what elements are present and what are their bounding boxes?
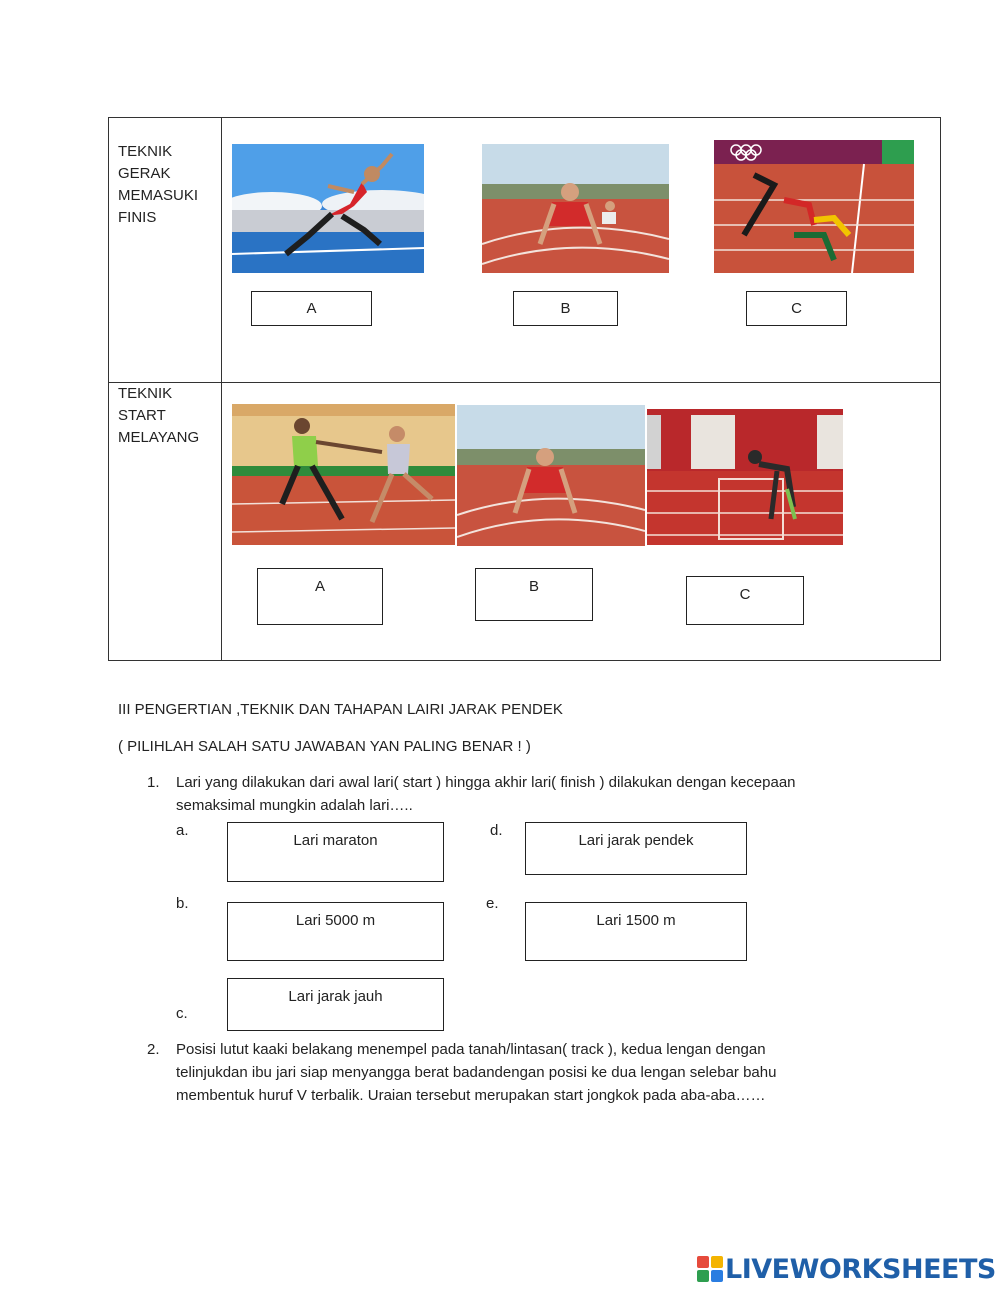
answer-box-a[interactable]: A: [251, 291, 372, 326]
photo-runner-start-lane: [647, 409, 843, 545]
photo-sprinter-jumping: [232, 144, 424, 273]
option-box-e[interactable]: Lari 1500 m: [525, 902, 747, 961]
question-text-line: membentuk huruf V terbalik. Uraian tersebut merupakan start jongkok pada aba-aba……: [176, 1087, 766, 1104]
liveworksheets-logo: [697, 1254, 996, 1284]
table-row-divider: [108, 382, 941, 383]
answer-box-b[interactable]: B: [475, 568, 593, 621]
option-box-d[interactable]: Lari jarak pendek: [525, 822, 747, 875]
option-letter-b: b.: [176, 895, 189, 912]
option-box-c[interactable]: Lari jarak jauh: [227, 978, 444, 1031]
answer-box-a[interactable]: A: [257, 568, 383, 625]
option-box-b[interactable]: Lari 5000 m: [227, 902, 444, 961]
section-instruction: ( PILIHLAH SALAH SATU JAWABAN YAN PALING BENAR ! ): [118, 738, 531, 755]
option-letter-c: c.: [176, 1005, 188, 1022]
row-label-finish-technique: TEKNIK GERAK MEMASUKI FINIS: [118, 143, 199, 226]
question-text-line: semaksimal mungkin adalah lari…..: [176, 797, 413, 814]
question-number: 1.: [147, 774, 160, 791]
row-label-flying-start: TEKNIK START MELAYANG: [118, 385, 200, 446]
photo-finish-line-race: [714, 140, 914, 273]
question-text-line: telinjukdan ibu jari siap menyangga berat badandengan posisi ke dua lengan selebar bahu: [176, 1064, 777, 1081]
option-letter-d: d.: [490, 822, 503, 839]
option-letter-a: a.: [176, 822, 189, 839]
photo-sprinter-crouch-2: [457, 405, 645, 546]
question-text-line: Lari yang dilakukan dari awal lari( start ) hingga akhir lari( finish ) dilakukan dengan kecepaan: [176, 774, 796, 791]
logo-text: LIVEWORKSHEETS: [725, 1253, 996, 1285]
photo-sprinter-crouch: [482, 144, 669, 273]
option-box-a[interactable]: Lari maraton: [227, 822, 444, 882]
section-heading: III PENGERTIAN ,TEKNIK DAN TAHAPAN LAIRI JARAK PENDEK: [118, 701, 563, 718]
answer-box-c[interactable]: C: [746, 291, 847, 326]
answer-box-b[interactable]: B: [513, 291, 618, 326]
question-number: 2.: [147, 1041, 160, 1058]
table-column-divider: [221, 117, 222, 661]
question-text-line: Posisi lutut kaaki belakang menempel pada tanah/lintasan( track ), kedua lengan dengan: [176, 1041, 766, 1058]
photo-relay-baton-pass: [232, 404, 455, 545]
answer-box-c[interactable]: C: [686, 576, 804, 625]
option-letter-e: e.: [486, 895, 499, 912]
logo-mark-icon: [697, 1256, 723, 1282]
